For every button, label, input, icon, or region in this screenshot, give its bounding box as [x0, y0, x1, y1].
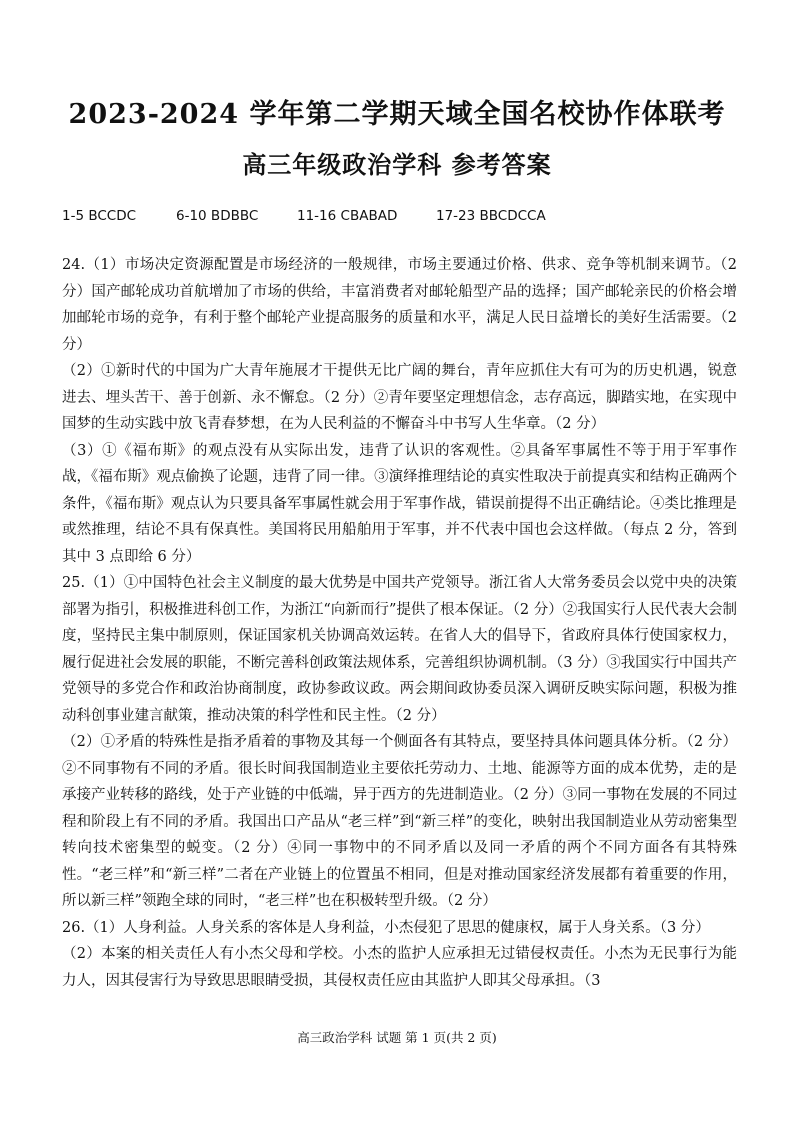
answer-key-group: 1-5 BCCDC: [62, 208, 137, 224]
page-footer: 高三政治学科 试题 第 1 页(共 2 页): [297, 1030, 497, 1045]
answer-paragraph: 24.（1）市场决定资源配置是市场经济的一般规律，市场主要通过价格、供求、竞争等机制来调节。（2 分）国产邮轮成功首航增加了市场的供给，丰富消费者对邮轮船型产品的选择；国产邮轮亲民的价格会增加邮轮市场的竞争，有利于整个邮轮产业提高服务的质量和水平，满足人民日益增长的美好生活需要。（2 分）: [62, 257, 737, 353]
answer-paragraph: 25.（1）①中国特色社会主义制度的最大优势是中国共产党领导。浙江省人大常务委员会以党中央的决策部署为指引，积极推进科创工作，为浙江“向新而行”提供了根本保证。（2 分）②我国实行人民代表大会制度，坚持民主集中制原则，保证国家机关协调高效运转。在省人大的倡导下，省政府具体行使国家权力，履行促进社会发展的职能，不断完善科创政策法规体系，完善组织协调机制。（3 分）③我国实行中国共产党领导的多党合作和政治协商制度，政协参政议政。两会期间政协委员深入调研反映实际问题，积极为推动科创事业建言献策，推动决策的科学性和民主性。（2 分）: [62, 575, 737, 724]
answer-body: [62, 252, 737, 994]
answer-key-group: 6-10 BDBBC: [176, 208, 259, 224]
answer-key-group: 11-16 CBABAD: [297, 208, 398, 224]
answer-paragraph: （2）①新时代的中国为广大青年施展才干提供无比广阔的舞台，青年应抓住大有可为的历史机遇，锐意进去、埋头苦干、善于创新、永不懈怠。（2 分）②青年要坚定理想信念，志存高远，脚踏实地，在实现中国梦的生动实践中放飞青春梦想，在为人民利益的不懈奋斗中书写人生华章。（2 分）: [62, 363, 737, 432]
answer-paragraph: （3）①《福布斯》的观点没有从实际出发，违背了认识的客观性。②具备军事属性不等于用于军事作战，《福布斯》观点偷换了论题，违背了同一律。③演绎推理结论的真实性取决于前提真实和结构正确两个条件，《福布斯》观点认为只要具备军事属性就会用于军事作战，错误前提得不出正确结论。④类比推理是或然推理，结论不具有保真性。美国将民用船舶用于军事，并不代表中国也会这样做。（每点 2 分，答到其中 3 点即给 6 分）: [62, 442, 737, 565]
answer-paragraph: （2）①矛盾的特殊性是指矛盾着的事物及其每一个侧面各有其特点，要坚持具体问题具体分析。（2 分）②不同事物有不同的矛盾。很长时间我国制造业主要依托劳动力、土地、能源等方面的成本优势，走的是承接产业转移的路线，处于产业链的中低端，异于西方的先进制造业。（2 分）③同一事物在发展的不同过程和阶段上有不同的矛盾。我国出口产品从“老三样”到“新三样”的变化，映射出我国制造业从劳动密集型转向技术密集型的蜕变。（2 分）④同一事物中的不同矛盾以及同一矛盾的两个不同方面各有其特殊性。“老三样”和“新三样”二者在产业链上的位置虽不相同，但是对推动国家经济发展都有着重要的作用，所以新三样”领跑全球的同时，“老三样”也在积极转型升级。（2 分）: [62, 734, 737, 909]
answer-paragraph: 26.（1）人身利益。人身关系的客体是人身利益，小杰侵犯了思思的健康权，属于人身关系。（3 分）: [62, 919, 710, 936]
page-title: 2023-2024 学年第二学期天域全国名校协作体联考: [68, 99, 726, 130]
answer-paragraph: （2）本案的相关责任人有小杰父母和学校。小杰的监护人应承担无过错侵权责任。小杰为无民事行为能力人，因其侵害行为导致思思眼睛受损，其侵权责任应由其监护人即其父母承担。（3: [62, 946, 737, 989]
page-subtitle: 高三年级政治学科 参考答案: [242, 150, 552, 179]
answer-key-group: 17-23 BBCDCCA: [436, 208, 546, 224]
